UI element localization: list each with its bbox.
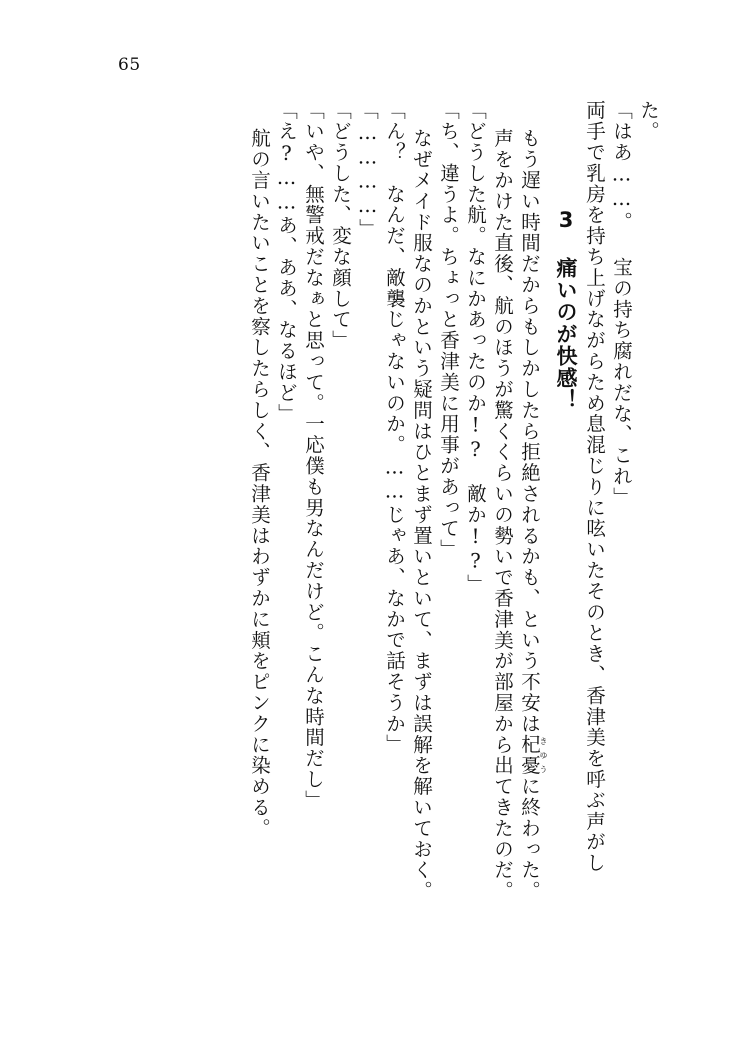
text-column: 「どうした、変な顔して」 (329, 100, 352, 351)
text-column: 両手で乳房を持ち上げながらため息混じりに呟いたそのとき、香津美を呼ぶ声がし (583, 100, 606, 874)
text-column: 「…………」 (356, 100, 379, 240)
text-column: 航の言いたいことを察したらしく、香津美はわずかに頬をピンクに染める。 (248, 128, 271, 839)
text-column-run: もう遅い時間だからもしかしたら拒絶されるかも、という不安は杞憂きゆうに終わった。 (518, 128, 548, 902)
text-column: 「ん？ なんだ、敵襲じゃないのか。……じゃあ、なかで話そうか」 (383, 100, 406, 755)
text-column: 「ち、違うよ。ちょっと香津美に用事があって」 (437, 100, 460, 560)
text-column: た。 (637, 100, 660, 142)
furigana-ruby: 杞憂きゆう (518, 734, 548, 776)
section-number: 3 (554, 208, 578, 234)
section-heading (555, 100, 577, 1028)
text-column: 声をかけた直後、航のほうが驚くくらいの勢いで香津美が部屋から出てきたのだ。 (491, 128, 514, 902)
text-column: 「いや、無警戒だなぁと思って。一応僕も男なんだけど。こんな時間だし」 (302, 100, 325, 811)
page-number: 65 (118, 55, 141, 75)
text-column: 「はあ……。 宝の持ち腐れだな、これ」 (610, 100, 633, 508)
text-column: 「え?……あ、ああ、なるほど」 (275, 100, 298, 424)
text-column: なぜメイド服なのかという疑問はひとまず置いといて、まずは誤解を解いておく。 (410, 128, 433, 902)
text-column: 「どうした航。なにかあったのか!? 敵か!?」 (464, 100, 487, 595)
section-title: 痛いのが快感！ (554, 257, 578, 411)
text-column (520, 100, 548, 948)
vertical-text-block (88, 100, 658, 920)
